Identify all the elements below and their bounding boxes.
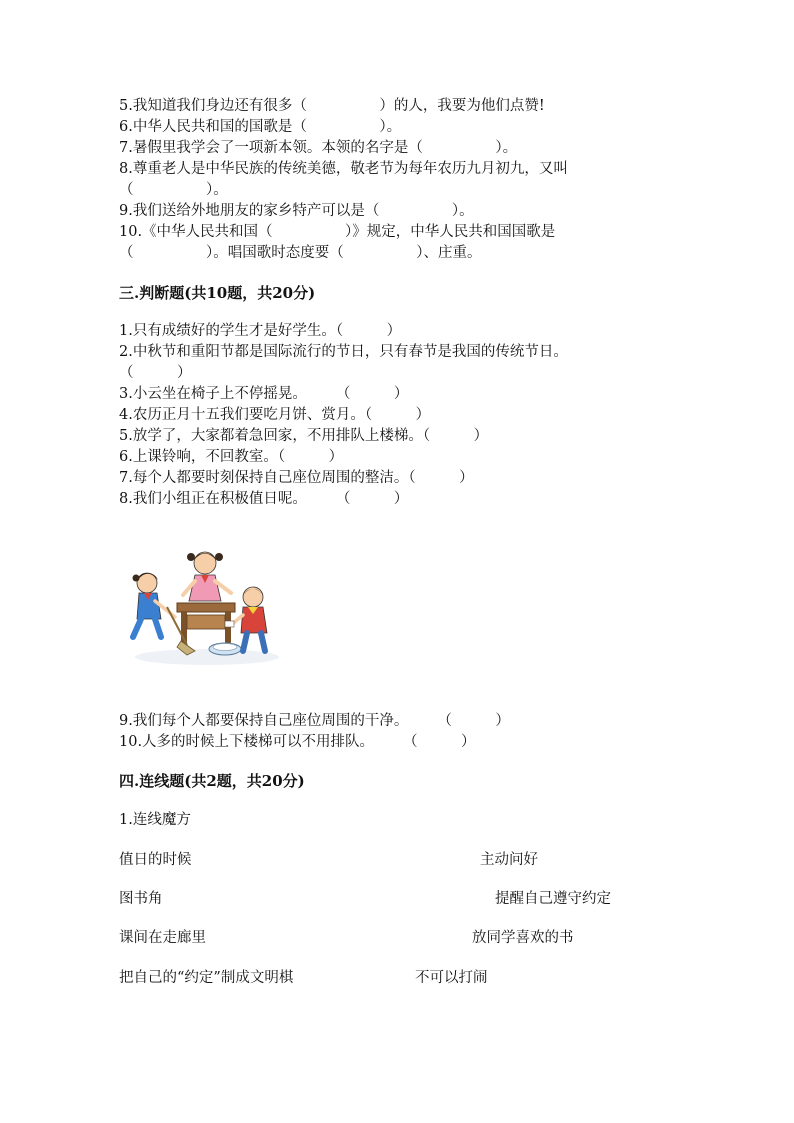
- fill-q9: 9.我们送给外地朋友的家乡特产可以是（ ）。: [119, 203, 474, 219]
- match-right-item: 主动问好: [480, 852, 538, 868]
- judge-q4: 4.农历正月十五我们要吃月饼、赏月。（ ）: [119, 407, 431, 423]
- match-q1-title: 1.连线魔方: [119, 812, 191, 828]
- judge-q2-line1: 2.中秋节和重阳节都是国际流行的节日，只有春节是我国的传统节日。: [119, 344, 568, 360]
- judge-q9: 9.我们每个人都要保持自己座位周围的干净。 （ ）: [119, 713, 510, 729]
- judge-q3: 3.小云坐在椅子上不停摇晃。 （ ）: [119, 386, 409, 402]
- match-right-item: 不可以打闹: [415, 970, 488, 986]
- judge-q2-line2: （ ）: [119, 365, 192, 381]
- match-left-item: 值日的时候: [119, 852, 192, 868]
- judge-q8: 8.我们小组正在积极值日呢。 （ ）: [119, 491, 409, 507]
- match-left-item: 图书角: [119, 891, 163, 907]
- section3-heading: 三.判断题(共10题，共20分): [119, 284, 316, 302]
- boy-right-figure: [225, 587, 267, 651]
- fill-q10-line1: 10.《中华人民共和国（ ）》规定，中华人民共和国国歌是: [119, 224, 556, 240]
- fill-q8-line1: 8.尊重老人是中华民族的传统美德，敬老节为每年农历九月初九，又叫: [119, 161, 568, 177]
- match-left-item: 课间在走廊里: [119, 930, 206, 946]
- fill-q6: 6.中华人民共和国的国歌是（ ）。: [119, 119, 402, 135]
- judge-q6: 6.上课铃响，不回教室。（ ）: [119, 449, 344, 465]
- judge-q7: 7.每个人都要时刻保持自己座位周围的整洁。（ ）: [119, 470, 474, 486]
- fill-q8-line2: （ ）。: [119, 182, 228, 198]
- fill-q7: 7.暑假里我学会了一项新本领。本领的名字是（ ）。: [119, 140, 518, 156]
- judge-q10: 10.人多的时候上下楼梯可以不用排队。 （ ）: [119, 734, 476, 750]
- girl-middle-figure: [183, 552, 231, 601]
- judge-q5: 5.放学了，大家都着急回家，不用排队上楼梯。（ ）: [119, 428, 489, 444]
- fill-q10-line2: （ ）。唱国歌时态度要（ ）、庄重。: [119, 245, 482, 261]
- match-right-item: 放同学喜欢的书: [472, 930, 574, 946]
- children-cleaning-illustration: [117, 545, 287, 670]
- basin-shape: [209, 643, 241, 655]
- match-left-item: 把自己的“约定”制成文明棋: [119, 970, 294, 986]
- fill-q5: 5.我知道我们身边还有很多（ ）的人，我要为他们点赞!: [119, 98, 545, 114]
- judge-q1: 1.只有成绩好的学生才是好学生。（ ）: [119, 323, 402, 339]
- match-right-item: 提醒自己遵守约定: [495, 891, 611, 907]
- section4-heading: 四.连线题(共2题，共20分): [119, 772, 305, 790]
